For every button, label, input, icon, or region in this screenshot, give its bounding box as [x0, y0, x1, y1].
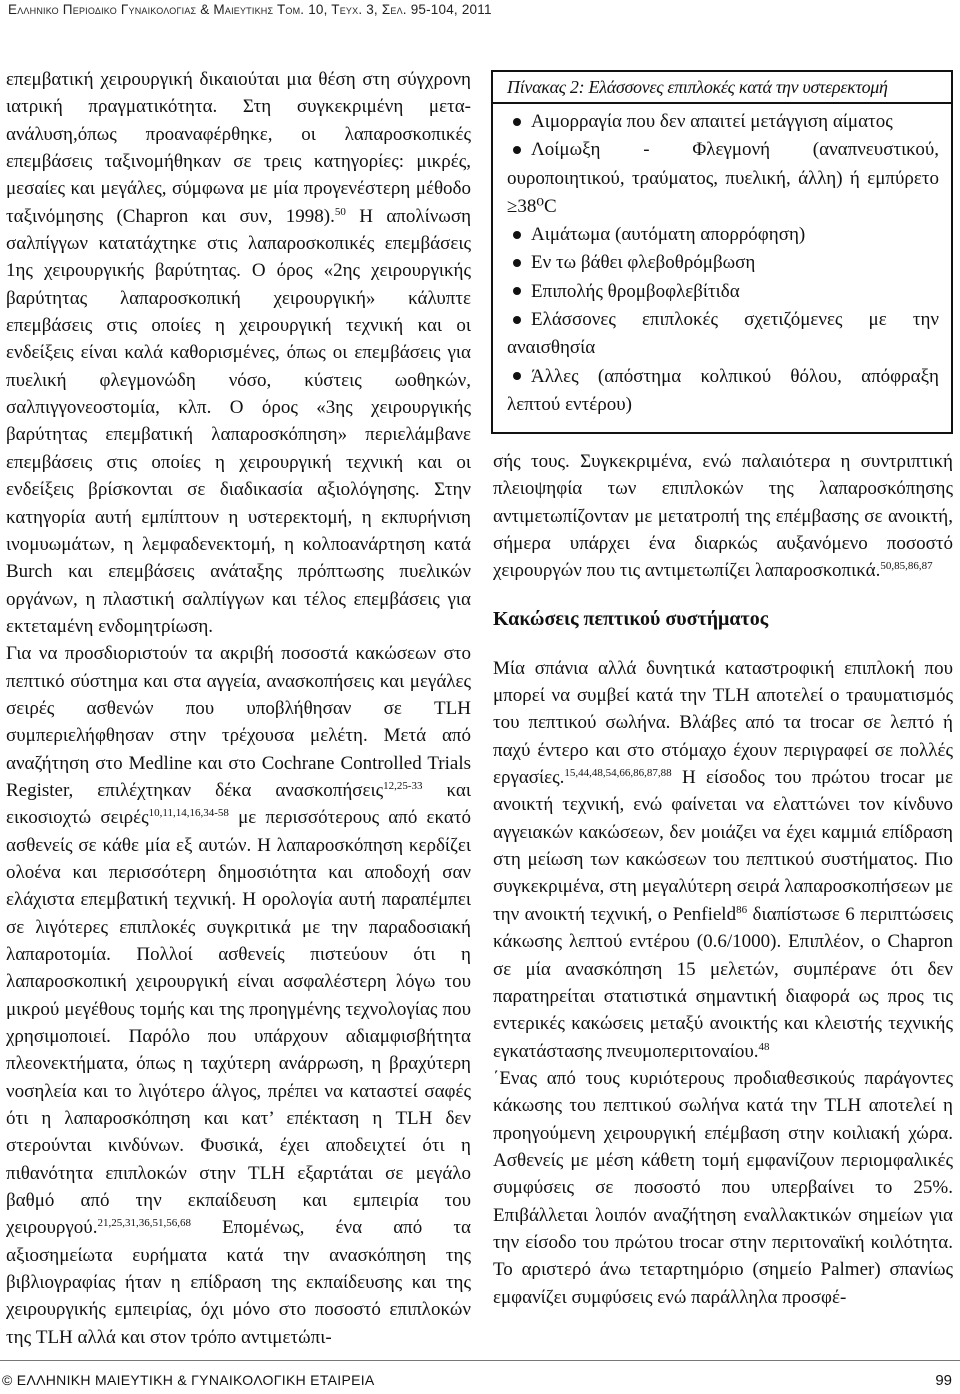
page-number: 99 — [935, 1372, 952, 1389]
text-span: Για να προσδιοριστούν τα ακριβή ποσοστά κακώσεων στο πεπτικό σύστημα και στα αγγεία, ανασκοπήσεις και μεγάλες σειρές ασθενών που υποβλήθησαν σε TLH συμπεριελήφθησαν στην τρέχουσα μελέτη. Μετά από αναζήτηση στο Medline και στο Cochrane Controlled Trials Register, επιλέχτηκαν δέκα ανασκοπήσεις — [6, 643, 471, 801]
bullet-icon — [513, 287, 521, 295]
table-item — [507, 363, 939, 420]
text-span: Η απολίνωση σαλπίγγων κατατάχτηκε στις λαπαροσκοπικές επεμβάσεις 1ης χειρουργικής βαρύτητας. Ο όρος «2ης χειρουργικής βαρύτητας λαπαροσκοπική χειρουργική» κάλυπτε επεμβάσεις στις οποίες η χειρουργική τεχνική και οι ενδείξεις είναι καλά καθορισμένες, όπως οι επεμβάσεις για πυελική φλεγμονώδη νόσο, κύστεις ωοθηκών, σαλπιγγονεοστομία, κλπ. Ο όρος «3ης χειρουργικής βαρύτητας επεμβατική λαπαροσκόπηση» περιελάμβανε επεμβάσεις στις οποίες η χειρουργική τεχνική και οι ενδείξεις βρίσκονται σε διαδικασία αξιολόγησης. Στην κατηγορία αυτή εμπίπτουν η υστερεκτομή, η εκπυρήνιση ινομυωμάτων, η λεμφαδενεκτομή, η κολποανάρτηση κατά Burch και επεμβάσεις ανάταξης πρόπτωσης πυελικών οργάνων, η πλαστική σαλπίγγων και τέλος επεμβάσεις για εκτεταμένη ενδομητρίωση. — [6, 205, 472, 637]
table-item-text: Άλλες (απόστημα κολπικού θόλου, απόφραξη λεπτού εντέρου) — [507, 365, 939, 415]
table-item-text: Αιμορραγία που δεν απαιτεί μετάγγιση αίματος — [531, 111, 893, 132]
text-span: επεμβατική χειρουργική δικαιούται μια θέση στη σύγχρονη ιατρική πραγματικότητα. Στη συγκεκριμένη μετα-ανάλυση,όπως προαναφέρθηκε, οι λαπαροσκοπικές επεμβάσεις ταξινομήθηκαν σε τρεις κατηγορίες: μικρές, μεσαίες και μεγάλες, σύμφωνα με μία προγενέστερη μέθοδο ταξινόμησης (Chapron και συν, 1998). — [6, 69, 471, 227]
body-paragraph — [6, 640, 471, 1351]
table-item — [507, 108, 939, 136]
bullet-icon — [513, 372, 521, 380]
text-span: και εικοσιοχτώ σειρές — [6, 779, 471, 829]
citation: 10,11,14,16,34-58 — [148, 807, 229, 820]
citation: 86 — [736, 903, 748, 916]
table-item — [507, 306, 939, 363]
body-paragraph — [493, 655, 953, 1065]
footer-divider — [0, 1360, 960, 1361]
text-span: Η είσοδος του πρώτου trocar με ανοικτή τεχνική, ενώ φαίνεται να ελαττώνει τον κίνδυνο αγγειακών κακώσεων, δεν μοιάζει να έχει καμμιά επίδραση στη μείωση των κακώσεων του πεπτικού συστήματος. Πιο συγκεκριμένα, στη μεγαλύτερη σειρά λαπαροσκοπήσεων με την ανοικτή τεχνική, ο Penfield — [493, 767, 953, 925]
table-item-text: Λοίμωξη - Φλεγμονή (αναπνευστικού, ουροποιητικού, τραύματος, πυελική, άλλη) ή εμπύρετο ≥38⁰C — [507, 139, 939, 217]
body-paragraph — [6, 66, 471, 640]
citation: 12,25-33 — [383, 779, 423, 792]
section-heading: Κακώσεις πεπτικού συστήματος — [493, 607, 769, 630]
left-column — [6, 66, 471, 1351]
table-item — [507, 249, 939, 277]
citation: 50,85,86,87 — [880, 560, 933, 573]
footer-society: © ΕΛΛΗΝΙΚΗ ΜΑΙΕΥΤΙΚΗ & ΓΥΝΑΙΚΟΛΟΓΙΚΗ ΕΤΑΙΡΕΙΑ — [2, 1372, 375, 1388]
table-item — [507, 136, 939, 221]
citation: 50 — [334, 205, 346, 218]
text-span: με περισσότερους από εκατό ασθενείς σε κάθε μία εξ αυτών. Η λαπαροσκόπηση κερδίζει ολοένα και περισσότερη δημοσιότητα και αποδοχή σαν ελάχιστα επεμβατική τεχνική. Η ορολογία αυτή παραπέμπει σε λιγότερες επιπλοκές συγκριτικά με την παραδοσιακή λαπαροτομία. Πολλοί ασθενείς πιστεύουν ότι η λαπαροσκοπική χειρουργική είναι ασφαλέστερη λόγω του μικρού μεγέθους τομής και της προηγμένης τεχνολογίας που χρησιμοποιεί. Παρόλο που υπάρχουν αδιαμφισβήτητα πλεονεκτήματα, όπως η ταχύτερη ανάρρωση, η βραχύτερη νοσηλεία και το λιγότερο άλγος, πρέπει να καταστεί σαφές ότι η λαπαροσκόπηση και κατ’ επέκταση η TLH δεν στερούνται κινδύνων. Φυσικά, έχει αποδειχτεί ότι η πιθανότητα επιπλοκών στην TLH εξαρτάται σε μεγάλο βαθμό από την εκπαίδευση και εμπειρία του χειρουργού. — [6, 807, 471, 1239]
bullet-icon — [513, 118, 521, 126]
table-item-text: Εν τω βάθει φλεβοθρόμβωση — [531, 252, 756, 274]
body-paragraph: ΄Ενας από τους κυριότερους προδιαθεσικούς παράγοντες κάκωσης του πεπτικού σωλήνα κατά την TLH αποτελεί η προηγούμενη χειρουργική επέμβαση στην κοιλιακή χώρα. Ασθενείς με μέση κάθετη τομή εμφανίζουν περιομφαλικές συμφύσεις σε ποσοστό που υπερβαίνει το 25%. Επιβάλλεται λοιπόν αναζήτηση εναλλακτικών σημείων για την είσοδο του πρώτου trocar στην περιτοναϊκή κοιλότητα. Το αριστερό άνω τεταρτημόριο (σημείο Palmer) σπανίως εμφανίζει συμφύσεις ενώ παράλληλα προσφέ- — [493, 1067, 953, 1308]
bullet-icon — [513, 259, 521, 267]
table-title: Πίνακας 2: Ελάσσονες επιπλοκές κατά την υστερεκτομή — [493, 72, 951, 104]
complications-table — [491, 70, 953, 434]
table-item-text: Ελάσσονες επιπλοκές σχετιζόμενες με την αναισθησία — [507, 309, 939, 359]
right-column — [493, 448, 953, 1311]
bullet-icon — [513, 316, 521, 324]
citation: 21,25,31,36,51,56,68 — [97, 1217, 191, 1230]
table-item-text: Επιπολής θρομβοφλεβίτιδα — [531, 280, 740, 302]
text-span: Επομένως, ένα από τα αξιοσημείωτα ευρήματα κατά την ανασκόπηση της βιβλιογραφίας ήταν η επίδραση της εκπαίδευσης και της χειρουργικής εμπειρίας, όχι μόνο στο ποσοστό επιπλοκών της TLH αλλά και στον τρόπο αντιμετώπι- — [6, 1217, 471, 1348]
body-paragraph — [493, 448, 953, 585]
table-list — [493, 104, 951, 419]
table-item — [507, 221, 939, 249]
text-span: σής τους. Συγκεκριμένα, ενώ παλαιότερα η συντριπτική πλειοψηφία των επιπλοκών της λαπαροσκόπησης αντιμετωπίζονταν με μετατροπή της επέμβασης σε ανοικτή, σήμερα υπάρχει ένα διαρκώς αυξανόμενο ποσοστό χειρουργών που τις αντιμετωπίζει λαπαροσκοπικά. — [493, 451, 953, 582]
table-item-text: Αιμάτωμα (αυτόματη απορρόφηση) — [531, 224, 806, 246]
running-header: Ελληνικο Περιοδικο Γυναικολογιας & Μαιευτικης Τομ. 10, Τευχ. 3, Σελ. 95-104, 2011 — [8, 2, 492, 17]
citation: 48 — [758, 1040, 770, 1053]
text-span: διαπίστωσε 6 περιπτώσεις κάκωσης λεπτού εντέρου (0.6/1000). Επιπλέον, ο Chapron σε μία ανασκόπηση 15 μελετών, συμπέρανε ότι δεν παρατηρείται στατιστικά σημαντική διαφορά ως προς τις εντερικές κακώσεις μεταξύ ανοικτής και κλειστής τεχνικής εγκατάστασης πνευμοπεριτοναίου. — [493, 903, 953, 1062]
bullet-icon — [513, 146, 521, 154]
text-span: Μία σπάνια αλλά δυνητικά καταστροφική επιπλοκή που μπορεί να συμβεί κατά την TLH αποτελεί ο τραυματισμός του πεπτικού σωλήνα. Βλάβες από τα trocar σε λεπτό ή παχύ έντερο και στο στόμαχο έχουν περιγραφεί σε πολλές εργασίες. — [493, 657, 953, 789]
citation: 15,44,48,54,66,86,87,88 — [564, 767, 672, 780]
bullet-icon — [513, 231, 521, 239]
table-item — [507, 278, 939, 306]
